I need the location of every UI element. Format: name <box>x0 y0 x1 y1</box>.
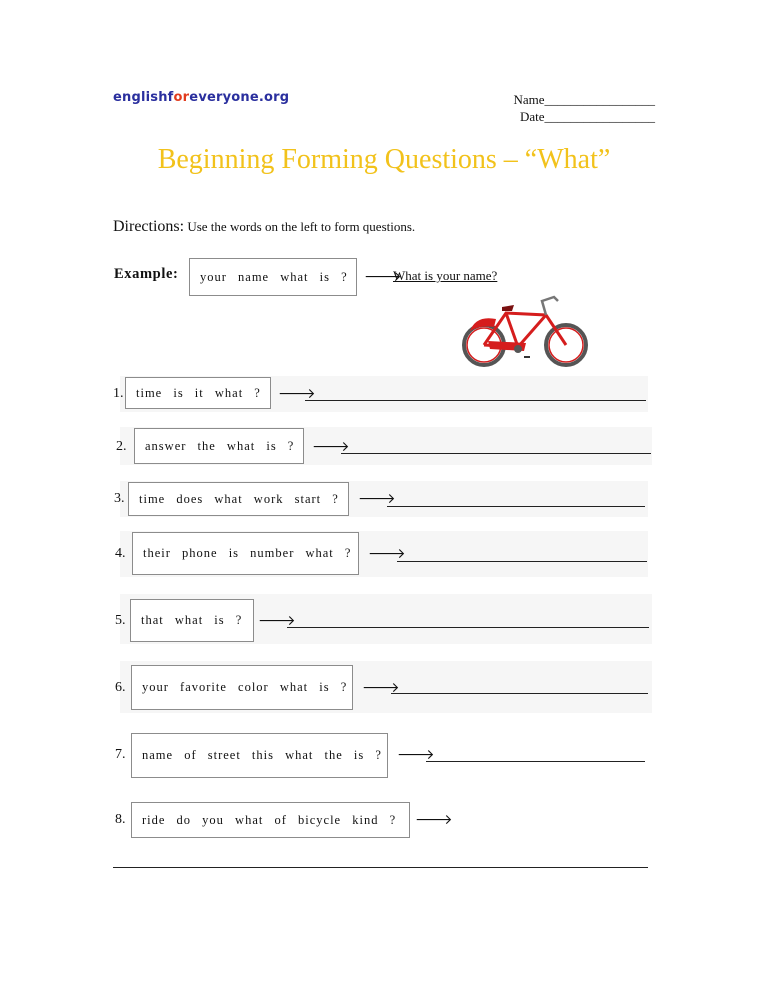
word-box: ride do you what of bicycle kind ? <box>131 802 410 838</box>
page-title: Beginning Forming Questions – “What” <box>157 144 611 175</box>
item-number: 7. <box>115 747 126 762</box>
arrow-right-icon: 🡒 <box>278 386 316 402</box>
arrow-right-icon: 🡒 <box>415 812 453 828</box>
item-number: 5. <box>115 613 126 628</box>
word-box: their phone is number what ? <box>132 532 359 575</box>
arrow-right-icon: 🡒 <box>358 491 396 507</box>
arrow-right-icon: 🡒 <box>362 680 400 696</box>
item-number: 6. <box>115 680 126 695</box>
word-box: time is it what ? <box>125 377 271 409</box>
word-box: your favorite color what is ? <box>131 665 353 710</box>
arrow-right-icon: 🡒 <box>368 546 406 562</box>
example-word-box: your name what is ? <box>189 258 357 296</box>
item-number: 1. <box>113 386 124 401</box>
example-answer: What is your name? <box>393 268 498 283</box>
directions <box>113 218 415 236</box>
date-field-label: Date_________________ <box>519 109 655 124</box>
item-number: 3. <box>114 491 125 506</box>
answer-line[interactable] <box>341 453 651 454</box>
example-label: Example: <box>114 266 179 282</box>
answer-line[interactable] <box>426 761 645 762</box>
item-number: 8. <box>115 812 126 827</box>
site-logo: englishforeveryone.org <box>113 90 290 105</box>
directions-label: Directions: <box>113 218 185 235</box>
word-box: that what is ? <box>130 599 254 642</box>
word-box: name of street this what the is ? <box>131 733 388 778</box>
answer-line[interactable] <box>391 693 648 694</box>
item-number: 2. <box>116 439 127 454</box>
name-field-label: Name_________________ <box>513 92 655 107</box>
answer-line[interactable] <box>305 400 646 401</box>
item-number: 4. <box>115 546 126 561</box>
arrow-right-icon: 🡒 <box>397 747 435 763</box>
word-box: time does what work start ? <box>128 482 349 516</box>
answer-line[interactable] <box>287 627 649 628</box>
arrow-right-icon: 🡒 <box>364 269 402 285</box>
word-box: answer the what is ? <box>134 428 304 464</box>
answer-line[interactable] <box>113 867 648 868</box>
directions-text: Use the words on the left to form questions. <box>184 219 416 234</box>
answer-line[interactable] <box>397 561 647 562</box>
red-bicycle-icon <box>462 293 590 371</box>
answer-line[interactable] <box>387 506 645 507</box>
arrow-right-icon: 🡒 <box>312 439 350 455</box>
arrow-right-icon: 🡒 <box>258 613 296 629</box>
